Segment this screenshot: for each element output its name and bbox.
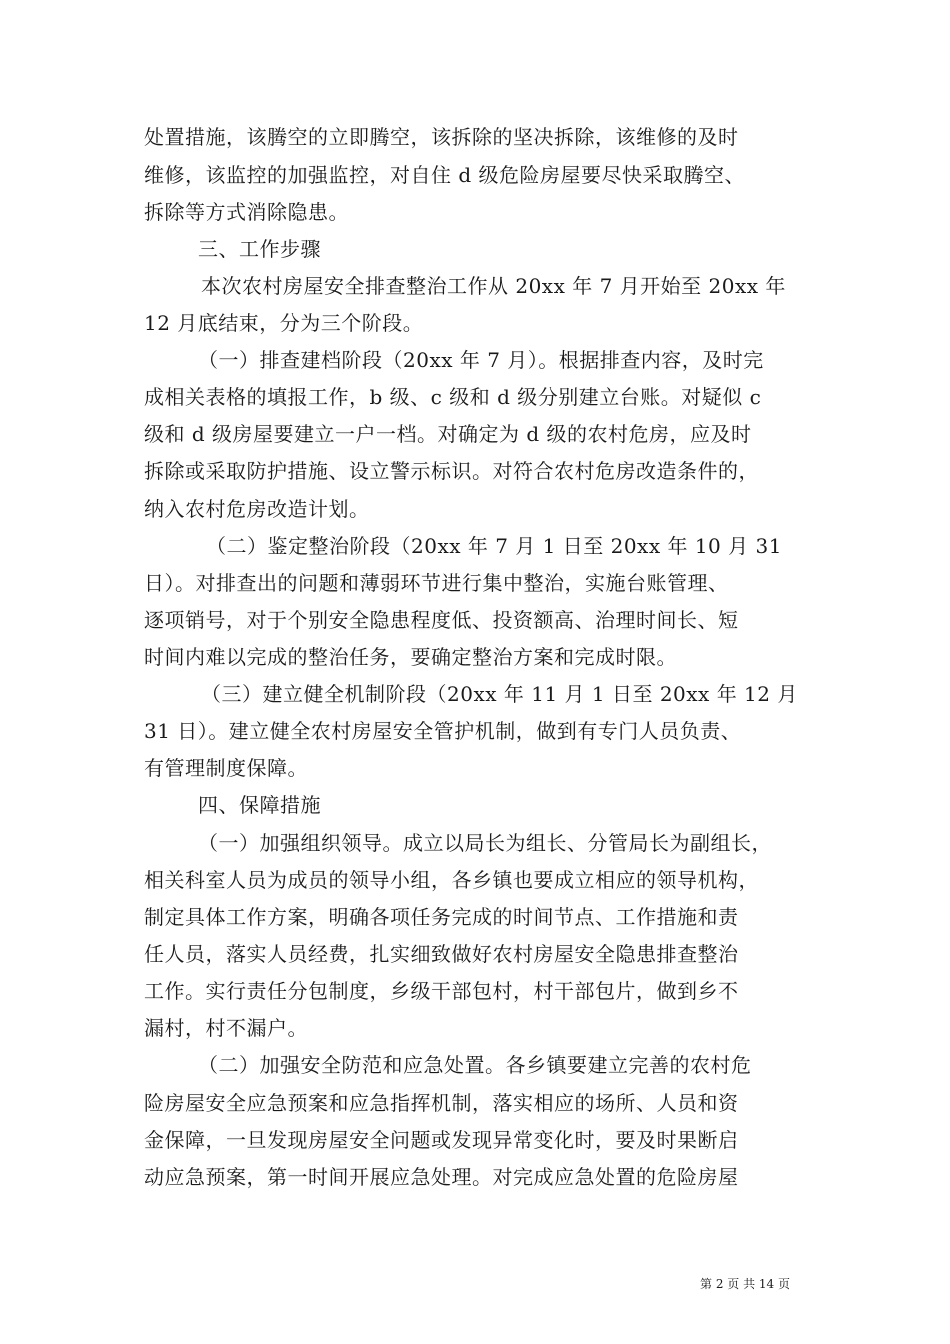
text-line: 日）。对排查出的问题和薄弱环节进行集中整治，实施台账管理、 [144,571,729,595]
text-line: 成相关表格的填报工作，b 级、c 级和 d 级分别建立台账。对疑似 c [144,385,762,409]
text-line: 拆除等方式消除隐患。 [144,200,349,224]
text-line: 级和 d 级房屋要建立一户一档。对确定为 d 级的农村危房，应及时 [144,422,752,446]
text-line: 任人员，落实人员经费，扎实细致做好农村房屋安全隐患排查整治 [144,942,739,966]
text-line: 工作。实行责任分包制度，乡级干部包村，村干部包片，做到乡不 [144,979,739,1003]
text-line: 动应急预案，第一时间开展应急处理。对完成应急处置的危险房屋 [144,1165,739,1189]
text-line: 纳入农村危房改造计划。 [144,497,370,521]
text-line: 逐项销号，对于个别安全隐患程度低、投资额高、治理时间长、短 [144,608,739,632]
text-line: 相关科室人员为成员的领导小组，各乡镇也要成立相应的领导机构， [144,868,759,892]
text-line: 时间内难以完成的整治任务，要确定整治方案和完成时限。 [144,645,677,669]
text-line: 31 日）。建立健全农村房屋安全管护机制，做到有专门人员负责、 [144,719,742,743]
text-line: （二）加强安全防范和应急处置。各乡镇要建立完善的农村危 [198,1053,752,1077]
text-line: 制定具体工作方案，明确各项任务完成的时间节点、工作措施和责 [144,905,739,929]
page-number: 第 2 页 共 14 页 [700,1277,790,1291]
text-line: 维修，该监控的加强监控，对自住 d 级危险房屋要尽快采取腾空、 [144,163,746,187]
text-line: （一）排查建档阶段（20xx 年 7 月）。根据排查内容，及时完 [198,348,764,372]
text-line: （三）建立健全机制阶段（20xx 年 11 月 1 日至 20xx 年 12 月 [201,682,798,706]
text-line: 本次农村房屋安全排查整治工作从 20xx 年 7 月开始至 20xx 年 [201,274,786,298]
text-line: 12 月底结束，分为三个阶段。 [144,311,424,335]
text-line: 有管理制度保障。 [144,756,308,780]
text-line: 处置措施，该腾空的立即腾空，该拆除的坚决拆除，该维修的及时 [144,125,739,149]
text-line: （一）加强组织领导。成立以局长为组长、分管局长为副组长， [198,831,772,855]
text-line: （二）鉴定整治阶段（20xx 年 7 月 1 日至 20xx 年 10 月 31 [206,534,782,558]
text-line: 漏村，村不漏户。 [144,1016,308,1040]
text-line: 险房屋安全应急预案和应急指挥机制，落实相应的场所、人员和资 [144,1091,739,1115]
section-heading: 三、工作步骤 [198,237,321,261]
text-line: 拆除或采取防护措施、设立警示标识。对符合农村危房改造条件的， [144,459,759,483]
text-line: 金保障，一旦发现房屋安全问题或发现异常变化时，要及时果断启 [144,1128,739,1152]
section-heading: 四、保障措施 [198,793,321,817]
